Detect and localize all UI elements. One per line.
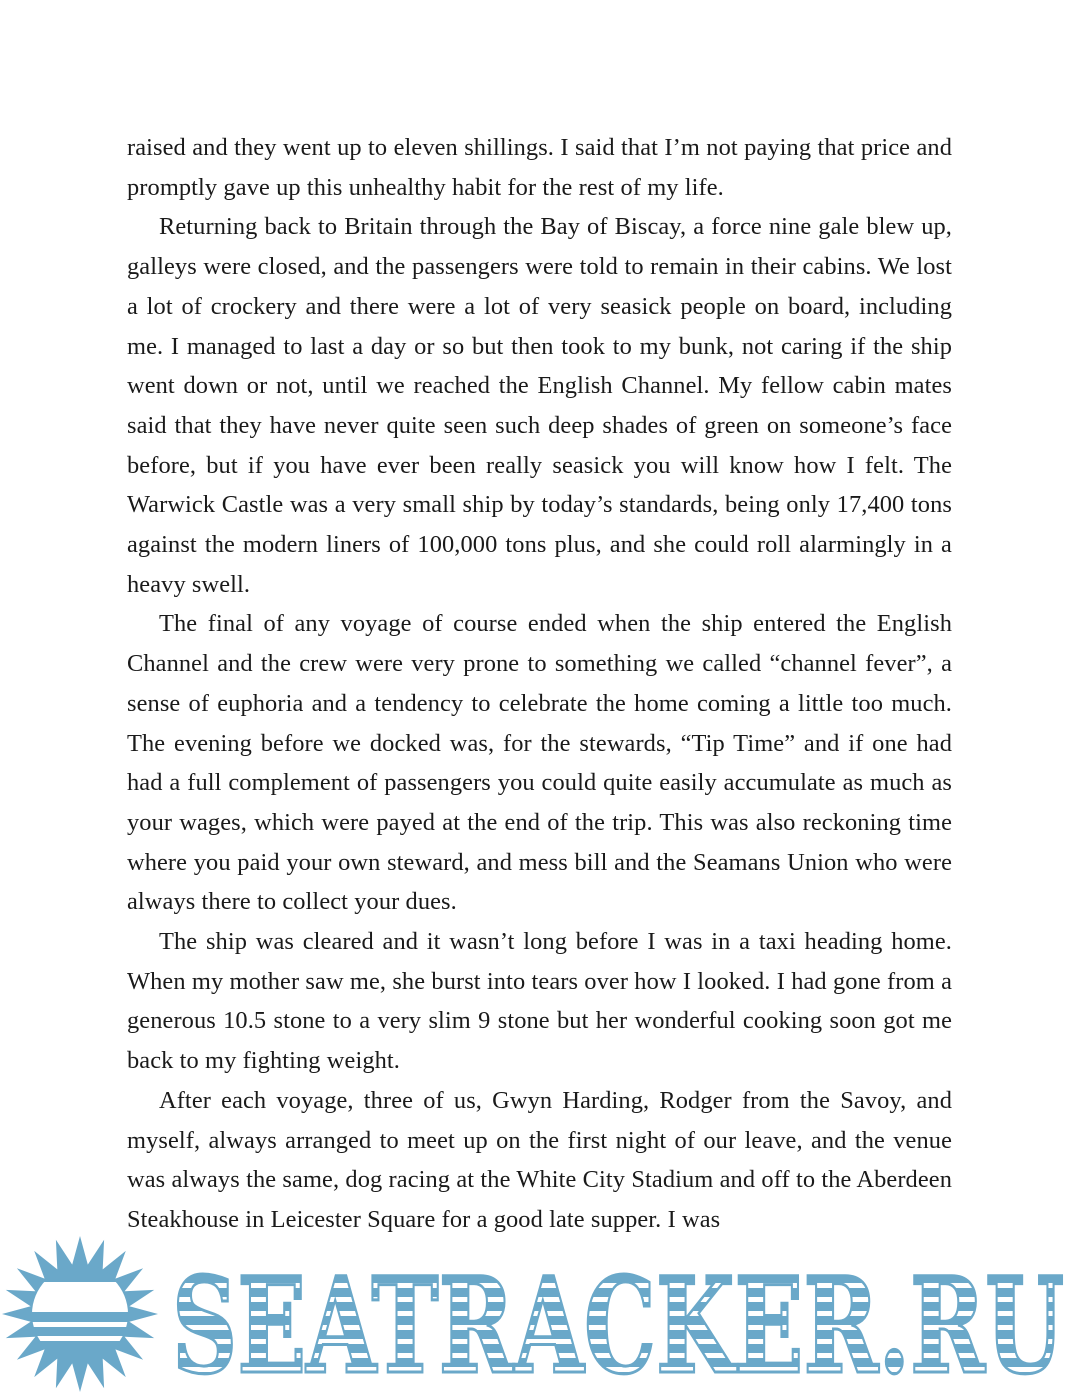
sun-logo-icon	[2, 1236, 158, 1392]
paragraph: The ship was cleared and it wasn’t long before I was in a taxi heading home. When my mother saw me, she burst into tears over how I looked. I had gone from a generous 10.5 stone to a very slim 9 stone but her wonderful cooking soon got me back to my fighting weight.	[127, 928, 952, 1075]
watermark-text: SEATRACKER.RU	[172, 1249, 1064, 1397]
paragraph: After each voyage, three of us, Gwyn Harding, Rodger from the Savoy, and myself, always arranged to meet up on the first night of our leave, and the venue was always the same, dog racing at the White City Stadium and off to the Aberdeen Steakhouse in Leicester Square for a good late supper. I was	[127, 1086, 952, 1233]
page-text	[127, 128, 952, 1240]
watermark	[0, 1232, 1080, 1397]
paragraph-continued: raised and they went up to eleven shillings. I said that I’m not paying that price and promptly gave up this unhealthy habit for the rest of my life.	[127, 134, 952, 201]
paragraph: Returning back to Britain through the Bay of Biscay, a force nine gale blew up, galleys were closed, and the passengers were told to remain in their cabins. We lost a lot of crockery and there were a lot of very seasick people on board, including me. I managed to last a day or so but then took to my bunk, not caring if the ship went down or not, until we reached the English Channel. My fellow cabin mates said that they have never quite seen such deep shades of green on someone’s face before, but if you have ever been really seasick you will know how I felt. The Warwick Castle was a very small ship by today’s standards, being only 17,400 tons against the modern liners of 100,000 tons plus, and she could roll alarmingly in a heavy swell.	[127, 213, 952, 598]
paragraph: The final of any voyage of course ended when the ship entered the English Channel and the crew were very prone to something we called “channel fever”, a sense of euphoria and a tendency to celebrate the home coming a little too much. The evening before we docked was, for the stewards, “Tip Time” and if one had had a full complement of passengers you could quite easily accumulate as much as your wages, which were payed at the end of the trip. This was also reckoning time where you paid your own steward, and mess bill and the Seamans Union who were always there to collect your dues.	[127, 610, 952, 916]
